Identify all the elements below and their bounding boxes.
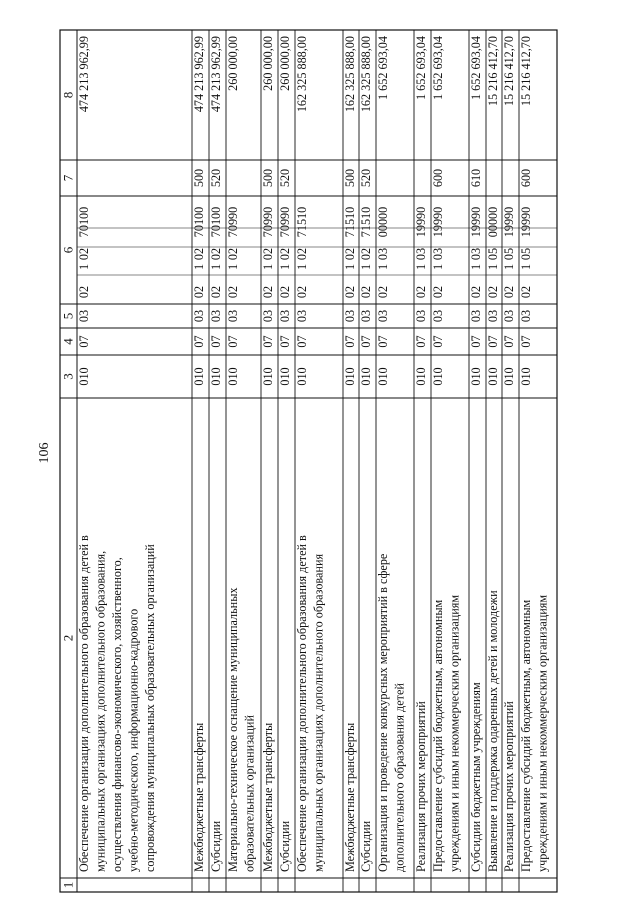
code-cell: 010 <box>226 367 240 386</box>
name-cell-line: образовательных организаций <box>242 715 257 872</box>
code-cell: 500 <box>343 168 357 188</box>
program-code-part: 70990 <box>261 206 275 238</box>
code-cell: 03 <box>278 309 292 323</box>
name-cell-line: Предоставление субсидий бюджетным, автономным <box>431 599 445 872</box>
code-cell: 010 <box>502 367 516 386</box>
code-cell: 07 <box>261 335 275 348</box>
program-code-part: 02 <box>295 285 309 299</box>
code-cell: 03 <box>376 309 390 323</box>
amount-cell: 162 325 888,00 <box>343 36 357 113</box>
program-code-part: 70100 <box>209 206 223 238</box>
code-cell: 010 <box>414 367 428 386</box>
amount-cell: 260 000,00 <box>261 36 275 91</box>
code-cell: 07 <box>209 335 223 348</box>
name-cell-line: Межбюджетные трансферты <box>192 722 206 872</box>
name-cell-line: осуществления финансово-экономического, хозяйственного, <box>110 557 124 872</box>
code-cell: 07 <box>343 335 357 348</box>
code-cell: 03 <box>295 309 309 323</box>
program-code-part: 1 <box>376 263 390 271</box>
program-code-part: 02 <box>502 285 516 299</box>
header-cell: 4 <box>60 338 76 345</box>
program-code-part: 19990 <box>431 206 445 238</box>
header-cell: 6 <box>60 246 76 254</box>
program-code-part: 71510 <box>295 206 309 238</box>
code-cell: 03 <box>431 309 445 323</box>
name-cell-line: Предоставление субсидий бюджетным, автономным <box>519 599 533 872</box>
header-cell: 1 <box>60 881 76 889</box>
code-cell: 520 <box>359 168 373 188</box>
program-code-part: 1 <box>261 263 275 271</box>
program-code-part: 1 <box>226 263 240 271</box>
program-code-part: 1 <box>278 263 292 271</box>
program-code-part: 1 <box>431 263 445 271</box>
code-cell: 600 <box>519 168 533 188</box>
code-cell: 03 <box>343 309 357 323</box>
name-cell-line: учебно-методического, информационно-кадрового <box>126 608 141 872</box>
amount-cell: 1 652 693,04 <box>376 36 390 100</box>
program-code-part: 70990 <box>278 206 292 238</box>
code-cell: 03 <box>77 309 91 323</box>
amount-cell: 162 325 888,00 <box>359 36 373 113</box>
program-code-part: 02 <box>77 285 91 299</box>
code-cell: 010 <box>359 367 373 386</box>
program-code-part: 05 <box>486 247 500 261</box>
name-cell-line: Субсидии <box>278 820 292 872</box>
code-cell: 600 <box>431 168 445 188</box>
program-code-part: 19990 <box>414 206 428 238</box>
program-code-part: 02 <box>261 285 275 299</box>
program-code-part: 1 <box>519 263 533 271</box>
code-cell: 07 <box>431 335 445 348</box>
name-cell-line: Организация и проведение конкурсных мероприятий в сфере <box>376 553 390 872</box>
name-cell-line: сопровождения муниципальных образовательных организаций <box>143 544 157 872</box>
program-code-part: 1 <box>359 263 373 271</box>
code-cell: 010 <box>431 367 445 386</box>
program-code-part: 1 <box>414 263 428 271</box>
amount-cell: 260 000,00 <box>226 36 240 91</box>
name-cell-line: Реализация прочих мероприятий <box>414 701 428 872</box>
program-code-part: 02 <box>469 285 483 299</box>
program-code-part: 1 <box>209 263 223 271</box>
program-code-part: 02 <box>431 285 445 299</box>
program-code-part: 70100 <box>77 206 91 238</box>
amount-cell: 1 652 693,04 <box>414 36 428 100</box>
code-cell: 010 <box>261 367 275 386</box>
program-code-part: 02 <box>486 285 500 299</box>
code-cell: 03 <box>359 309 373 323</box>
header-cell: 5 <box>60 312 76 320</box>
code-cell: 07 <box>278 335 292 348</box>
program-code-part: 02 <box>295 247 309 261</box>
amount-cell: 1 652 693,04 <box>469 36 483 100</box>
code-cell: 03 <box>502 309 516 323</box>
program-code-part: 70990 <box>226 206 240 238</box>
amount-cell: 474 213 962,99 <box>192 36 206 113</box>
code-cell: 07 <box>414 335 428 348</box>
program-code-part: 02 <box>192 285 206 299</box>
code-cell: 03 <box>519 309 533 323</box>
code-cell: 03 <box>226 309 240 323</box>
code-cell: 500 <box>192 168 206 188</box>
program-code-part: 19990 <box>469 206 483 238</box>
code-cell: 07 <box>469 335 483 348</box>
name-cell-line: Выявление и поддержка одаренных детей и молодежи <box>486 590 500 872</box>
name-cell-line: Реализация прочих мероприятий <box>502 701 516 872</box>
code-cell: 010 <box>77 367 91 386</box>
program-code-part: 02 <box>261 247 275 261</box>
amount-cell: 15 216 412,70 <box>502 36 516 107</box>
name-cell-line: учреждениям и иным некоммерческим организациям <box>447 594 462 872</box>
program-code-part: 02 <box>376 285 390 299</box>
program-code-part: 02 <box>226 285 240 299</box>
header-cell: 8 <box>60 91 76 99</box>
amount-cell: 15 216 412,70 <box>519 36 533 107</box>
code-cell: 010 <box>519 367 533 386</box>
amount-cell: 474 213 962,99 <box>209 36 223 113</box>
program-code-part: 1 <box>343 263 357 271</box>
page-number: 106 <box>37 442 52 464</box>
code-cell: 500 <box>261 168 275 188</box>
code-cell: 010 <box>486 367 500 386</box>
header-cell: 3 <box>60 373 76 380</box>
amount-cell: 1 652 693,04 <box>431 36 445 100</box>
code-cell: 03 <box>414 309 428 323</box>
program-code-part: 71510 <box>343 206 357 238</box>
program-code-part: 02 <box>226 247 240 261</box>
code-cell: 07 <box>376 335 390 348</box>
program-code-part: 70100 <box>192 206 206 238</box>
name-cell-line: Межбюджетные трансферты <box>261 722 275 872</box>
program-code-part: 1 <box>469 263 483 271</box>
program-code-part: 1 <box>295 263 309 271</box>
code-cell: 03 <box>486 309 500 323</box>
program-code-part: 1 <box>502 263 516 271</box>
code-cell: 03 <box>192 309 206 323</box>
program-code-part: 02 <box>209 247 223 261</box>
program-code-part: 71510 <box>359 206 373 238</box>
code-cell: 010 <box>295 367 309 386</box>
amount-cell: 162 325 888,00 <box>295 36 309 113</box>
name-cell-line: Обеспечение организации дополнительного образования детей в <box>77 535 91 872</box>
code-cell: 07 <box>295 335 309 348</box>
code-cell: 610 <box>469 168 483 188</box>
name-cell-line: Субсидии бюджетным учреждениям <box>469 682 483 872</box>
name-cell-line: Субсидии <box>359 820 373 872</box>
amount-cell: 474 213 962,99 <box>77 36 91 113</box>
program-code-part: 19990 <box>519 206 533 238</box>
code-cell: 010 <box>376 367 390 386</box>
header-cell: 7 <box>60 174 76 182</box>
name-cell-line: Межбюджетные трансферты <box>343 722 357 872</box>
code-cell: 010 <box>343 367 357 386</box>
program-code-part: 02 <box>278 247 292 261</box>
program-code-part: 03 <box>376 247 390 261</box>
program-code-part: 02 <box>343 247 357 261</box>
code-cell: 07 <box>519 335 533 348</box>
program-code-part: 1 <box>486 263 500 271</box>
program-code-part: 02 <box>77 247 91 261</box>
code-cell: 07 <box>502 335 516 348</box>
code-cell: 010 <box>278 367 292 386</box>
code-cell: 03 <box>469 309 483 323</box>
program-code-part: 02 <box>519 285 533 299</box>
code-cell: 010 <box>469 367 483 386</box>
program-code-part: 02 <box>359 247 373 261</box>
program-code-part: 05 <box>502 247 516 261</box>
code-cell: 520 <box>209 168 223 188</box>
code-cell: 07 <box>486 335 500 348</box>
code-cell: 07 <box>77 335 91 348</box>
name-cell-line: учреждениям и иным некоммерческим организациям <box>535 594 550 872</box>
program-code-part: 03 <box>469 247 483 261</box>
amount-cell: 260 000,00 <box>278 36 292 91</box>
program-code-part: 1 <box>192 263 206 271</box>
program-code-part: 05 <box>519 247 533 261</box>
program-code-part: 02 <box>414 285 428 299</box>
code-cell: 07 <box>226 335 240 348</box>
code-cell: 07 <box>192 335 206 348</box>
amount-cell: 15 216 412,70 <box>486 36 500 107</box>
name-cell-line: Субсидии <box>209 820 223 872</box>
code-cell: 07 <box>359 335 373 348</box>
name-cell-line: муниципальных организациях дополнительного образования, <box>93 550 108 872</box>
program-code-part: 19990 <box>502 206 516 238</box>
program-code-part: 1 <box>77 263 91 271</box>
program-code-part: 02 <box>278 285 292 299</box>
program-code-part: 02 <box>343 285 357 299</box>
code-cell: 010 <box>209 367 223 386</box>
program-code-part: 02 <box>209 285 223 299</box>
code-cell: 03 <box>261 309 275 323</box>
program-code-part: 02 <box>192 247 206 261</box>
name-cell-line: Обеспечение организации дополнительного образования детей в <box>295 535 309 872</box>
header-cell: 2 <box>60 634 76 642</box>
program-code-part: 03 <box>431 247 445 261</box>
program-code-part: 03 <box>414 247 428 261</box>
name-cell-line: Материально-техническое оснащение муниципальных <box>226 587 240 872</box>
program-code-part: 00000 <box>486 206 500 238</box>
code-cell: 520 <box>278 168 292 188</box>
name-cell-line: муниципальных организациях дополнительного образования <box>311 553 326 872</box>
code-cell: 010 <box>192 367 206 386</box>
program-code-part: 00000 <box>376 206 390 238</box>
name-cell-line: дополнительного образования детей <box>392 683 407 872</box>
program-code-part: 02 <box>359 285 373 299</box>
code-cell: 03 <box>209 309 223 323</box>
